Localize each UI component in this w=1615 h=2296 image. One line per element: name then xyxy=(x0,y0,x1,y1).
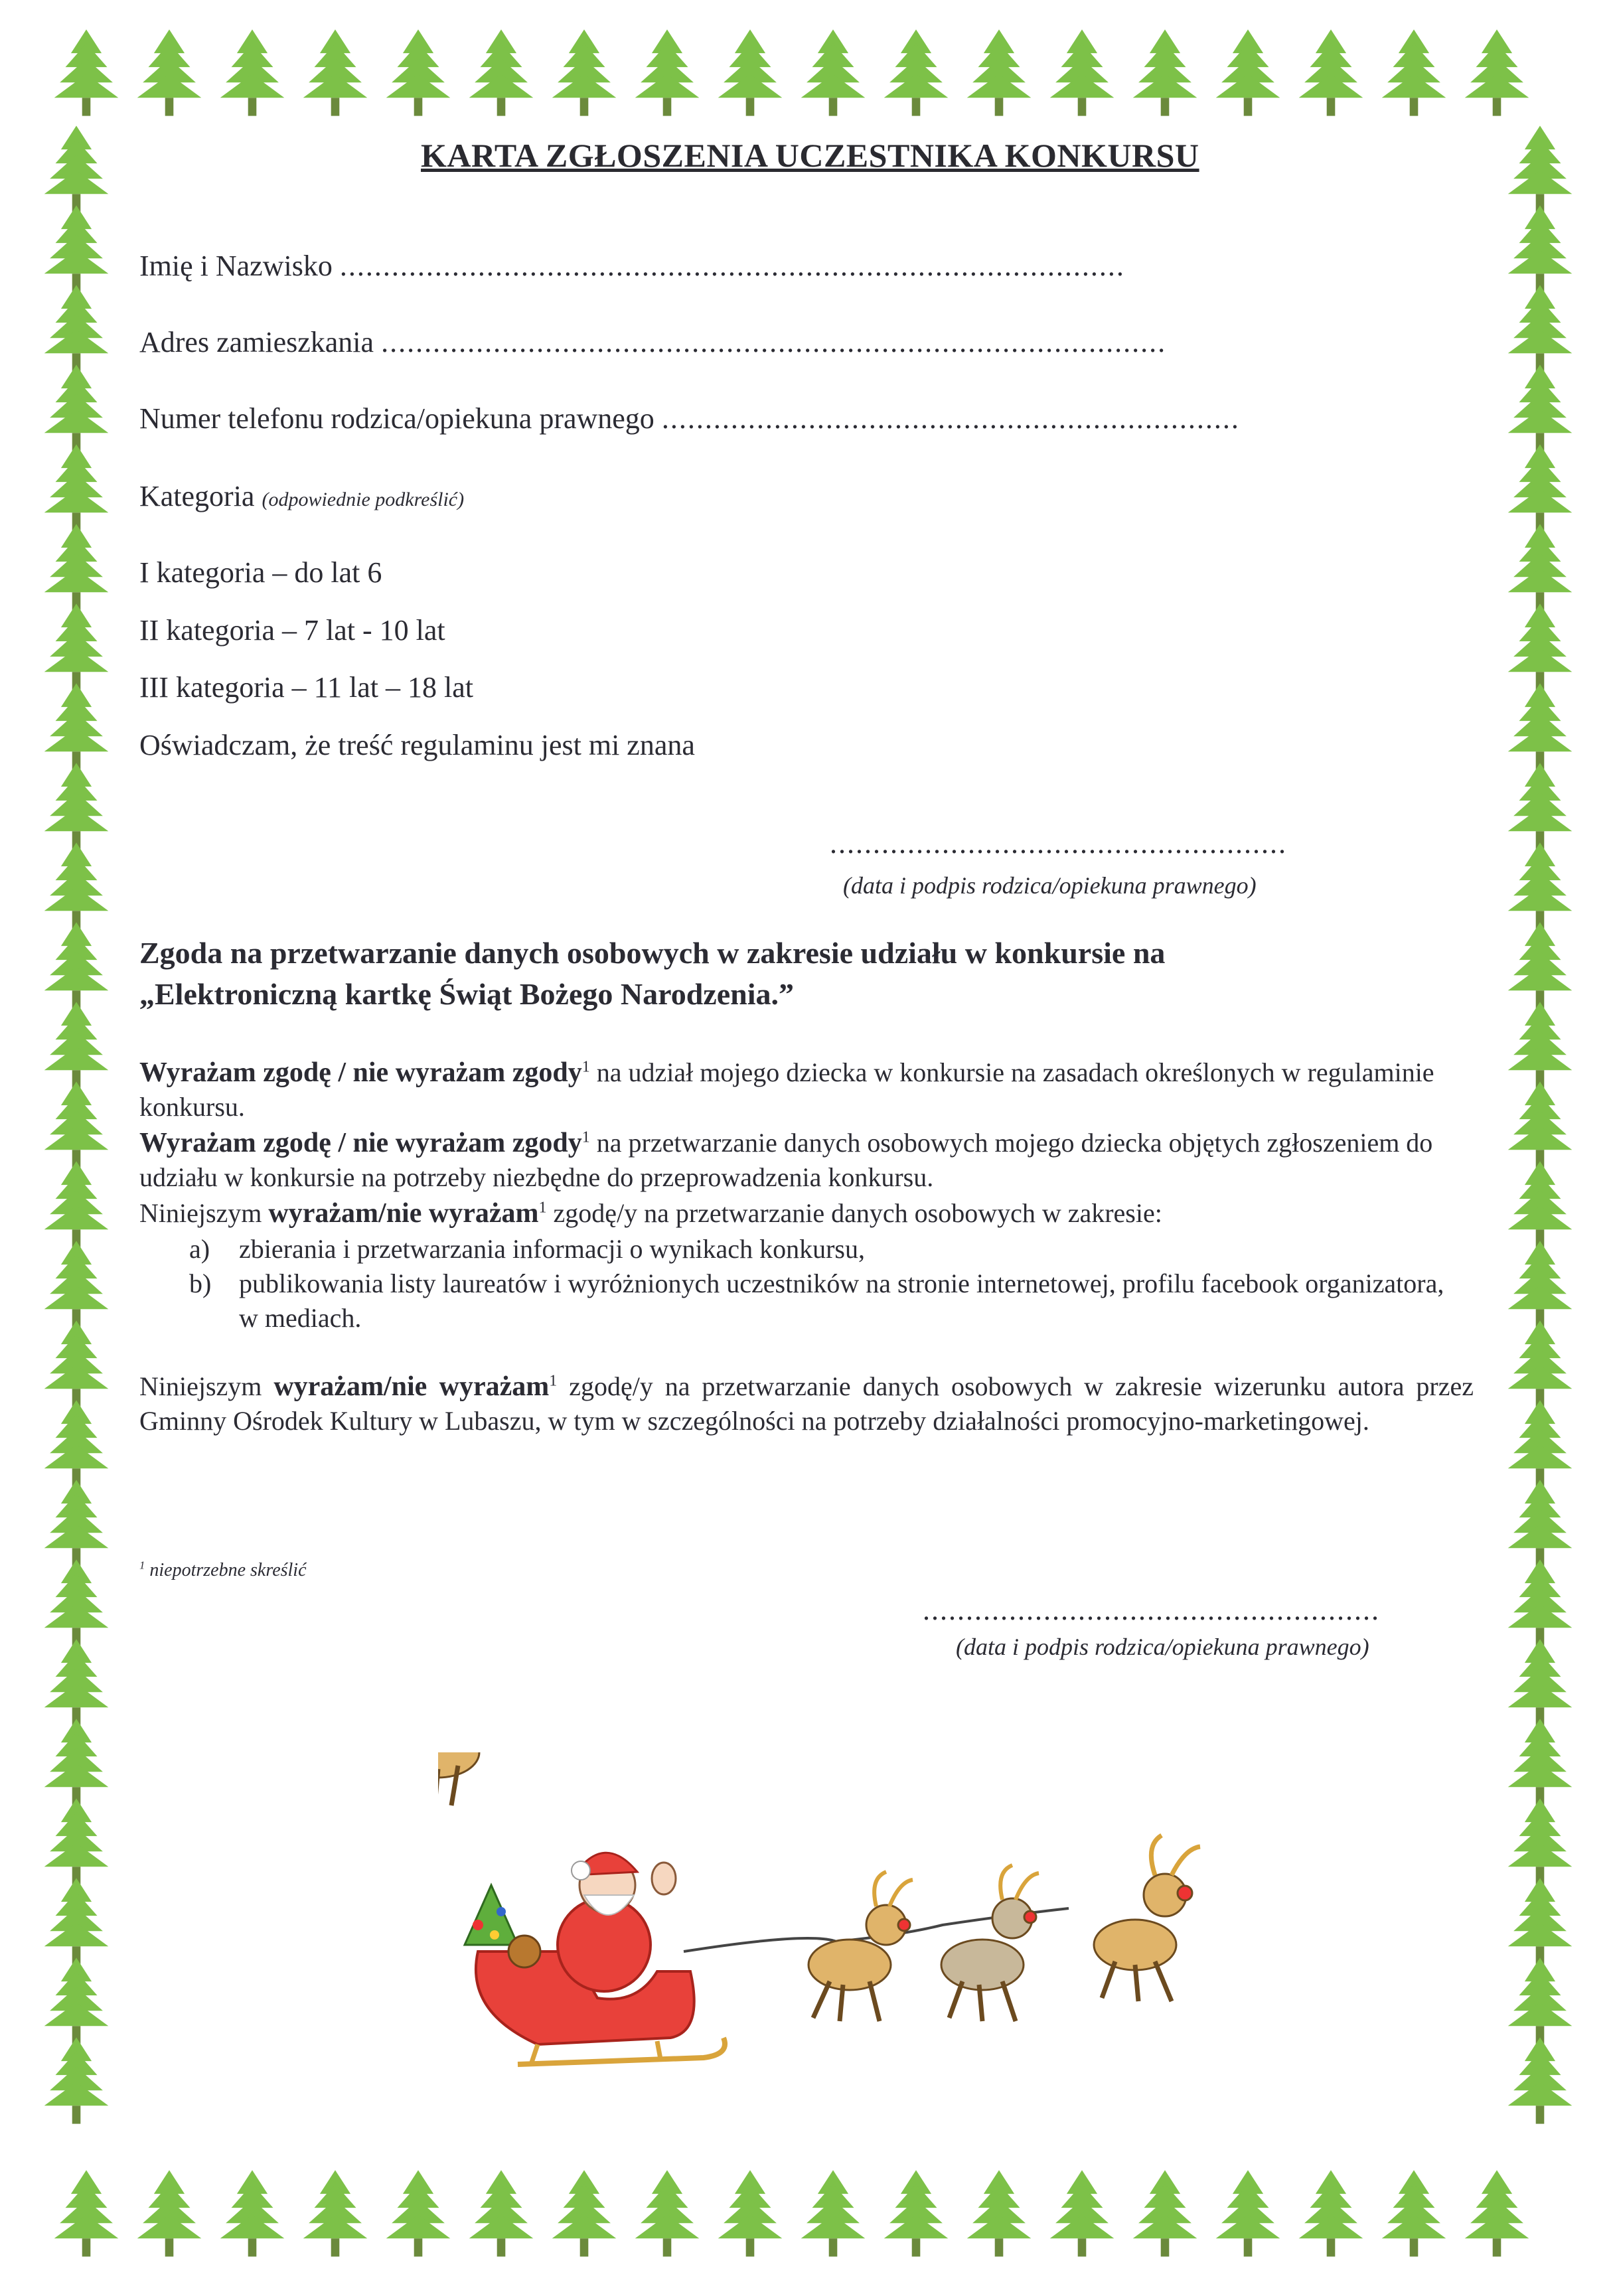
tree-icon xyxy=(469,29,534,115)
tree-icon xyxy=(44,205,109,291)
page-title: KARTA ZGŁOSZENIA UCZESTNIKA KONKURSU xyxy=(421,137,1199,174)
tree-icon xyxy=(137,29,202,115)
consent-participation: Wyrażam zgodę / nie wyrażam zgody$^1$ na udział mojego dziecka w konkursie na zasadach określonych w regulaminie konkursu. xyxy=(139,1057,1434,1122)
tree-icon xyxy=(220,29,285,115)
address-label: Adres zamieszkania xyxy=(139,326,374,358)
consent-data-choice[interactable]: Wyrażam zgodę / nie wyrażam zgody xyxy=(139,1128,582,1158)
tree-icon xyxy=(1508,1639,1573,1725)
tree-icon xyxy=(1050,2170,1115,2256)
tree-icon xyxy=(220,2170,285,2256)
tree-icon xyxy=(1508,922,1573,1008)
footnote: $^1$ niepotrzebne skreślić xyxy=(139,1559,307,1580)
consent-participation-choice[interactable]: Wyrażam zgodę / nie wyrażam zgody xyxy=(139,1057,582,1088)
tree-icon xyxy=(1508,1081,1573,1168)
tree-icon xyxy=(44,444,109,530)
tree-icon xyxy=(44,683,109,769)
tree-icon xyxy=(1216,2170,1280,2256)
category-option-3[interactable]: III kategoria – 11 lat – 18 lat xyxy=(139,671,473,704)
tree-icon xyxy=(1508,683,1573,769)
tree-icon xyxy=(44,1081,109,1168)
tree-icon xyxy=(386,2170,451,2256)
tree-icon xyxy=(1508,205,1573,291)
tree-icon xyxy=(54,29,119,115)
tree-icon xyxy=(44,1400,109,1486)
tree-icon xyxy=(1508,1241,1573,1327)
signature-line-2[interactable]: ..................................................... xyxy=(923,1594,1380,1626)
tree-icon xyxy=(44,1002,109,1088)
tree-icon xyxy=(44,922,109,1008)
category-option-2[interactable]: II kategoria – 7 lat - 10 lat xyxy=(139,614,445,647)
consent-image: Niniejszym wyrażam/nie wyrażam$^1$ zgodę/y na przetwarzanie danych osobowych w zakresie wizerunku autora przez Gminny Ośrodek Kultury w Lubaszu, w tym w szczególności na potrzeby działalności promocyjno-marketingowej. xyxy=(139,1371,1474,1436)
tree-icon xyxy=(386,29,451,115)
tree-icon xyxy=(1465,29,1529,115)
tree-icon xyxy=(635,29,700,115)
consent-heading-line-1: Zgoda na przetwarzanie danych osobowych w zakresie udziału w konkursie na xyxy=(139,936,1166,970)
address-field[interactable] xyxy=(139,325,1166,359)
signature-caption-2: (data i podpis rodzica/opiekuna prawnego) xyxy=(956,1634,1369,1660)
tree-icon xyxy=(1508,1002,1573,1088)
tree-icon xyxy=(967,29,1032,115)
phone-field[interactable] xyxy=(139,402,1240,435)
tree-icon xyxy=(1216,29,1280,115)
tree-icon xyxy=(44,364,109,451)
tree-icon xyxy=(1508,1320,1573,1407)
consent-data-text: na przetwarzanie danych osobowych mojego dziecka objętych zgłoszeniem do udziału w konkursie na potrzeby niezbędne do przeprowadzenia konkursu. xyxy=(139,1128,1433,1192)
tree-icon xyxy=(718,2170,783,2256)
tree-icon xyxy=(44,1639,109,1725)
tree-icon xyxy=(1508,603,1573,690)
tree-icon xyxy=(137,2170,202,2256)
tree-icon xyxy=(1508,842,1573,929)
tree-icon xyxy=(44,1559,109,1645)
tree-icon xyxy=(303,29,368,115)
regulation-statement: Oświadczam, że treść regulaminu jest mi znana xyxy=(139,729,695,761)
list-item-b: publikowania listy laureatów i wyróżnionych uczestników na stronie internetowej, profilu facebook organizatora, w mediach. xyxy=(239,1268,1444,1333)
tree-icon xyxy=(44,1320,109,1407)
consent-scope: Niniejszym wyrażam/nie wyrażam$^1$ zgodę/y na przetwarzanie danych osobowych w zakresie: xyxy=(139,1198,1162,1229)
list-marker-b: b) xyxy=(189,1268,212,1298)
address-dots: ........................................................................................... xyxy=(381,326,1167,358)
list-item-a: zbierania i przetwarzania informacji o wynikach konkursu, xyxy=(239,1234,865,1264)
signature-line-1[interactable]: ..................................................... xyxy=(830,827,1287,860)
tree-icon xyxy=(469,2170,534,2256)
consent-image-choice[interactable]: wyrażam/nie wyrażam xyxy=(273,1371,550,1402)
tree-icon xyxy=(303,2170,368,2256)
tree-icon xyxy=(1382,2170,1446,2256)
tree-icon xyxy=(44,2037,109,2123)
tree-icon xyxy=(1299,29,1363,115)
santa-sleigh-illustration xyxy=(438,1752,1221,2098)
name-dots: ........................................................................................... xyxy=(339,250,1125,282)
tree-icon xyxy=(1382,29,1446,115)
tree-icon xyxy=(1508,1957,1573,2044)
tree-icon xyxy=(1133,29,1197,115)
category-option-1[interactable]: I kategoria – do lat 6 xyxy=(139,556,382,589)
consent-participation-text: na udział mojego dziecka w konkursie na zasadach określonych w regulaminie konkursu. xyxy=(139,1057,1434,1122)
tree-icon xyxy=(1508,1400,1573,1486)
consent-scope-choice[interactable]: wyrażam/nie wyrażam xyxy=(268,1198,539,1229)
tree-icon xyxy=(1508,1559,1573,1645)
tree-icon xyxy=(1508,364,1573,451)
tree-icon xyxy=(635,2170,700,2256)
category-heading xyxy=(139,479,464,513)
phone-label: Numer telefonu rodzica/opiekuna prawnego xyxy=(139,402,654,435)
category-label: Kategoria xyxy=(139,480,255,512)
phone-dots: ................................................................... xyxy=(661,402,1240,435)
tree-icon xyxy=(801,2170,866,2256)
tree-icon xyxy=(44,1480,109,1566)
tree-icon xyxy=(44,524,109,610)
tree-icon xyxy=(44,1241,109,1327)
tree-icon xyxy=(44,285,109,371)
tree-icon xyxy=(44,1957,109,2044)
signature-caption-1: (data i podpis rodzica/opiekuna prawnego) xyxy=(843,872,1257,899)
tree-icon xyxy=(44,125,109,212)
tree-icon xyxy=(1508,1798,1573,1884)
consent-heading xyxy=(139,933,1165,1015)
consent-data-processing: Wyrażam zgodę / nie wyrażam zgody$^1$ na przetwarzanie danych osobowych mojego dziecka objętych zgłoszeniem do udziału w konkursie na potrzeby niezbędne do przeprowadzenia konkursu. xyxy=(139,1128,1433,1192)
tree-icon xyxy=(718,29,783,115)
tree-icon xyxy=(1050,29,1115,115)
category-note: (odpowiednie podkreślić) xyxy=(262,489,465,510)
tree-icon xyxy=(967,2170,1032,2256)
consent-heading-line-2: „Elektroniczną kartkę Świąt Bożego Narodzenia.” xyxy=(139,977,794,1011)
tree-icon xyxy=(1508,1161,1573,1247)
tree-icon xyxy=(1508,763,1573,849)
tree-icon xyxy=(1508,125,1573,212)
footnote-text: niepotrzebne skreślić xyxy=(149,1560,307,1580)
tree-icon xyxy=(44,603,109,690)
tree-icon xyxy=(884,2170,949,2256)
tree-icon xyxy=(1508,1480,1573,1566)
tree-icon xyxy=(44,763,109,849)
tree-icon xyxy=(44,1161,109,1247)
tree-icon xyxy=(1508,1878,1573,1964)
name-field[interactable] xyxy=(139,249,1125,283)
list-marker-a: a) xyxy=(189,1234,210,1264)
tree-icon xyxy=(44,1719,109,1805)
tree-icon xyxy=(1508,2037,1573,2123)
tree-icon xyxy=(552,2170,617,2256)
tree-icon xyxy=(801,29,866,115)
tree-icon xyxy=(1299,2170,1363,2256)
tree-icon xyxy=(1508,444,1573,530)
tree-icon xyxy=(44,1798,109,1884)
tree-icon xyxy=(54,2170,119,2256)
tree-icon xyxy=(44,1878,109,1964)
tree-icon xyxy=(1508,285,1573,371)
tree-icon xyxy=(552,29,617,115)
tree-icon xyxy=(1465,2170,1529,2256)
name-label: Imię i Nazwisko xyxy=(139,250,333,282)
tree-icon xyxy=(1133,2170,1197,2256)
tree-icon xyxy=(1508,1719,1573,1805)
tree-icon xyxy=(884,29,949,115)
tree-icon xyxy=(1508,524,1573,610)
tree-icon xyxy=(44,842,109,929)
